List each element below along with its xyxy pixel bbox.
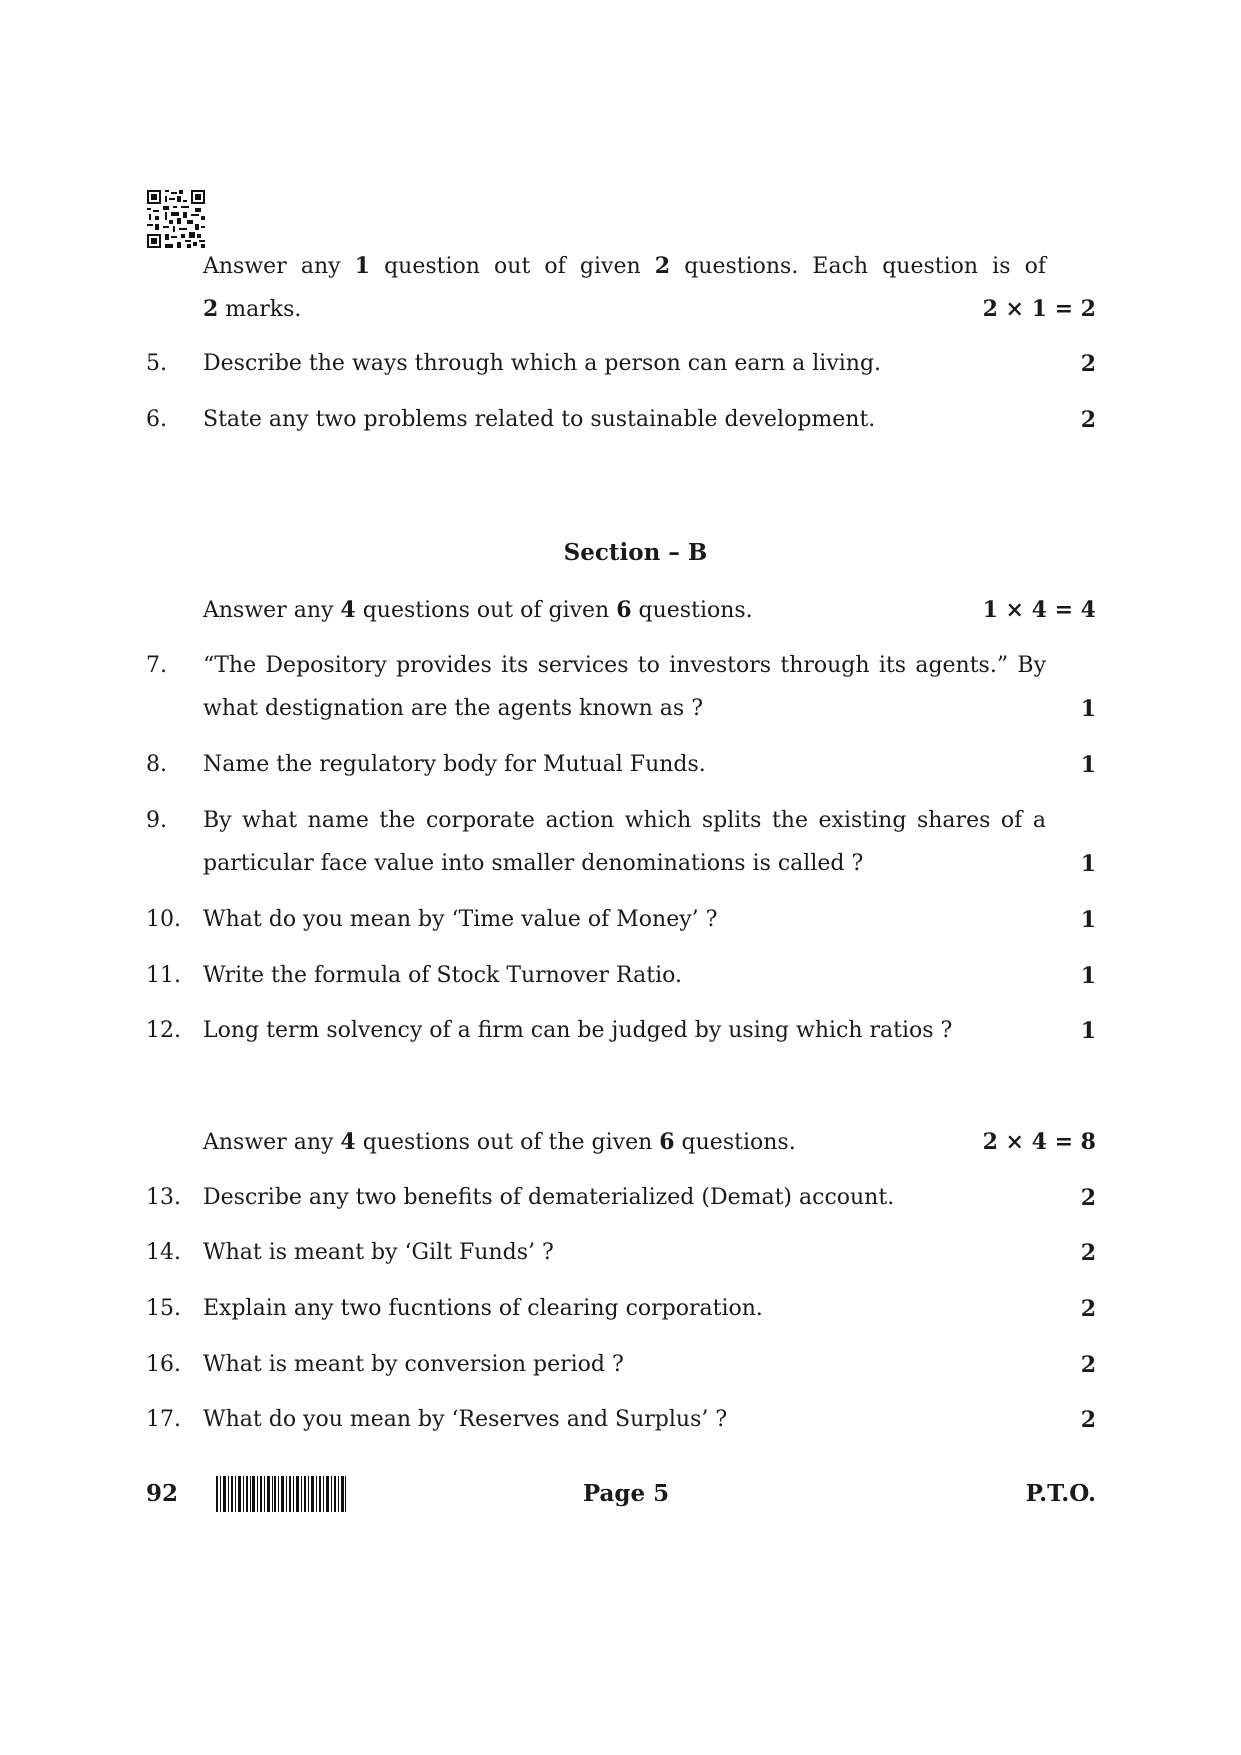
qr-code-icon (147, 190, 205, 248)
marks-total: 2 × 1 = 2 (982, 296, 1096, 322)
page-footer (146, 1476, 1096, 1516)
please-turn-over: P.T.O. (1025, 1480, 1096, 1507)
marks-total: 2 × 4 = 8 (982, 1129, 1096, 1155)
exam-page: Answer any 1 question out of given 2 questions. Each question is of 2 marks. 2 × 1 = 2 5. Describe the ways through which a person can earn a living. 2 6. State any two problems related to sustainable development. 2 Section – B Answer any 4 questions out of given 6 questions. 1 × 4 = 4 7. “The Depository provides its services to investors through its agents.” By what destignation are the agents known as ? 1 8. Name the regulatory body for Mutual Funds. 1 9. By what name the corporate action which splits the existing shares of a particular face value into smaller denominations is called ? 1 10. What do you mean by ‘Time value of Money’ ? 1 11. Write the formula of Stock Turnover Ratio. 1 12. Long term solvency of a firm can be judged by using which ratios ? 1 Answer any 4 questions out of the given 6 questions. 2 × 4 = 8 13. Describe any two benefits of dematerialized (Demat) account. 2 14. What is meant by ‘Gilt Funds’ ? 2 15. Explain any two fucntions of clearing corporation. 2 16. What is meant by conversion period ? 2 17. What do you mean by ‘Reserves and Surplus’ ? 2 92 Page 5 P.T.O. (0, 0, 1241, 1755)
paper-code: 92 (146, 1480, 179, 1507)
marks-total: 1 × 4 = 4 (982, 597, 1096, 623)
section-title: Section – B (563, 539, 708, 566)
page-number: Page 5 (582, 1480, 670, 1507)
